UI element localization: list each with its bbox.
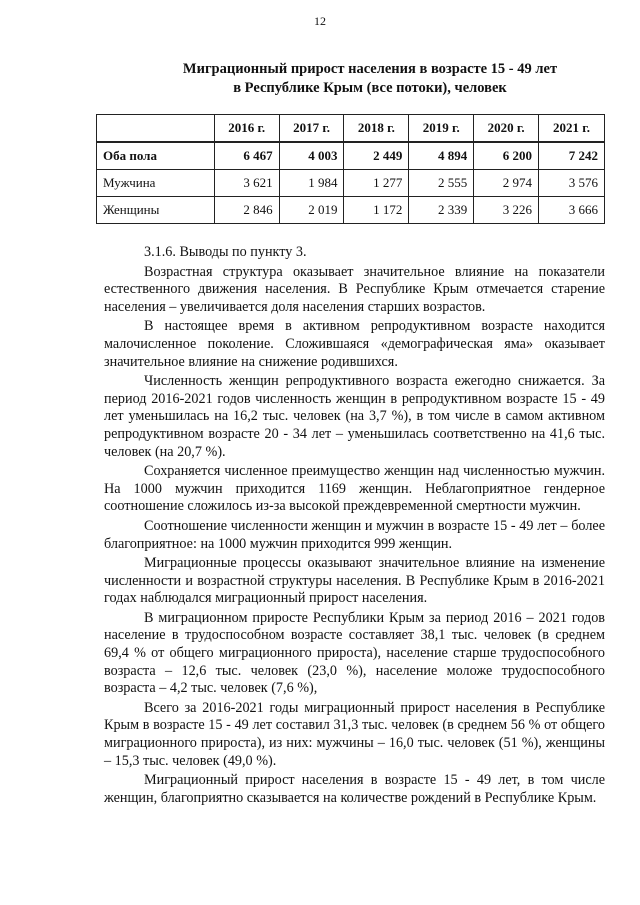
table-cell: 2 339 — [409, 197, 474, 224]
table-cell: 3 621 — [214, 170, 279, 197]
table-cell: 2 974 — [474, 170, 539, 197]
table-header-cell: 2018 г. — [344, 115, 409, 143]
body-text — [104, 244, 605, 807]
paragraph: Соотношение численности женщин и мужчин в возрасте 15 - 49 лет – более благоприятное: на 1000 мужчин приходится 999 женщин. — [104, 517, 605, 552]
table-title-line-1: Миграционный прирост населения в возрасте 15 - 49 лет — [182, 61, 558, 77]
paragraph: Миграционные процессы оказывают значительное влияние на изменение численности и возрастной структуры населения. В Республике Крым в 2016-2021 годах наблюдался миграционный прирост населения. — [104, 555, 605, 607]
table-header-cell: 2016 г. — [214, 115, 279, 143]
table-cell: 4 894 — [409, 142, 474, 170]
paragraph: Миграционный прирост населения в возрасте 15 - 49 лет, в том числе женщин, благоприятно сказывается на количестве рождений в Республике Крым. — [104, 772, 605, 806]
paragraph: Численность женщин репродуктивного возраста ежегодно снижается. За период 2016-2021 годов численность женщин в репродуктивном возрасте 15 - 49 лет уменьшилась на 16,2 тыс. человек (на 3,7 %), в том числе в самом активном репродуктивном возрасте 20 - 34 лет – уменьшилась соответственно на 41,6 тыс. человек (на 20,7 %). — [104, 373, 605, 460]
table-title-line-2: в Республике Крым (все потоки), человек — [233, 80, 507, 96]
table-cell: 3 666 — [539, 197, 605, 224]
table-cell: 4 003 — [279, 142, 344, 170]
table-cell: 2 019 — [279, 197, 344, 224]
table-title — [150, 60, 590, 98]
table-header-cell: 2020 г. — [474, 115, 539, 143]
table-header-row — [97, 115, 605, 143]
table-cell: 1 277 — [344, 170, 409, 197]
row-label: Мужчина — [97, 170, 215, 197]
table-header-cell — [97, 115, 215, 143]
table-row — [97, 197, 605, 224]
migration-table — [96, 114, 605, 224]
table-cell: 1 172 — [344, 197, 409, 224]
table-row — [97, 170, 605, 197]
table-cell: 1 984 — [279, 170, 344, 197]
table-cell: 2 555 — [409, 170, 474, 197]
paragraph: Всего за 2016-2021 годы миграционный прирост населения в Республике Крым в возрасте 15 - 49 лет составил 31,3 тыс. человек (в среднем 56 % от общего миграционного прироста), из них: мужчины – 16,0 тыс. человек (51 %), женщины – 15,3 тыс. человек (49,0 %). — [104, 699, 605, 769]
table-header-cell: 2021 г. — [539, 115, 605, 143]
paragraph: В настоящее время в активном репродуктивном возрасте находится малочисленное поколение. Сложившаяся «демографическая яма» оказывает значительное влияние на снижение родившихся. — [104, 318, 605, 370]
table-cell: 3 576 — [539, 170, 605, 197]
paragraph: В миграционном приросте Республики Крым за период 2016 – 2021 годов население в трудоспособном возрасте составляет 38,1 тыс. человек (в среднем 69,4 % от общего миграционного прироста), население старше трудоспособного возраста – 12,6 тыс. человек (23,0 %), население моложе трудоспособного возраста – 4,2 тыс. человек (7,6 %), — [104, 609, 605, 697]
row-label: Оба пола — [97, 142, 215, 170]
table-header-cell: 2017 г. — [279, 115, 344, 143]
table-cell: 2 846 — [214, 197, 279, 224]
table-row — [97, 142, 605, 170]
table-cell: 6 200 — [474, 142, 539, 170]
table-cell: 6 467 — [214, 142, 279, 170]
table-cell: 2 449 — [344, 142, 409, 170]
table-cell: 3 226 — [474, 197, 539, 224]
paragraph: Сохраняется численное преимущество женщин над численностью мужчин. На 1000 мужчин приходится 1169 женщин. Неблагоприятное гендерное соотношение сложилось из-за высокой преждевременной смертности мужчин. — [104, 463, 605, 515]
row-label: Женщины — [97, 197, 215, 224]
table-cell: 7 242 — [539, 142, 605, 170]
paragraph: Возрастная структура оказывает значительное влияние на показатели естественного движения населения. В Республике Крым отмечается старение населения – увеличивается доля населения старших возрастов. — [104, 263, 605, 315]
table-header-cell: 2019 г. — [409, 115, 474, 143]
page-number: 12 — [314, 14, 326, 28]
section-heading: 3.1.6. Выводы по пункту 3. — [144, 244, 307, 260]
